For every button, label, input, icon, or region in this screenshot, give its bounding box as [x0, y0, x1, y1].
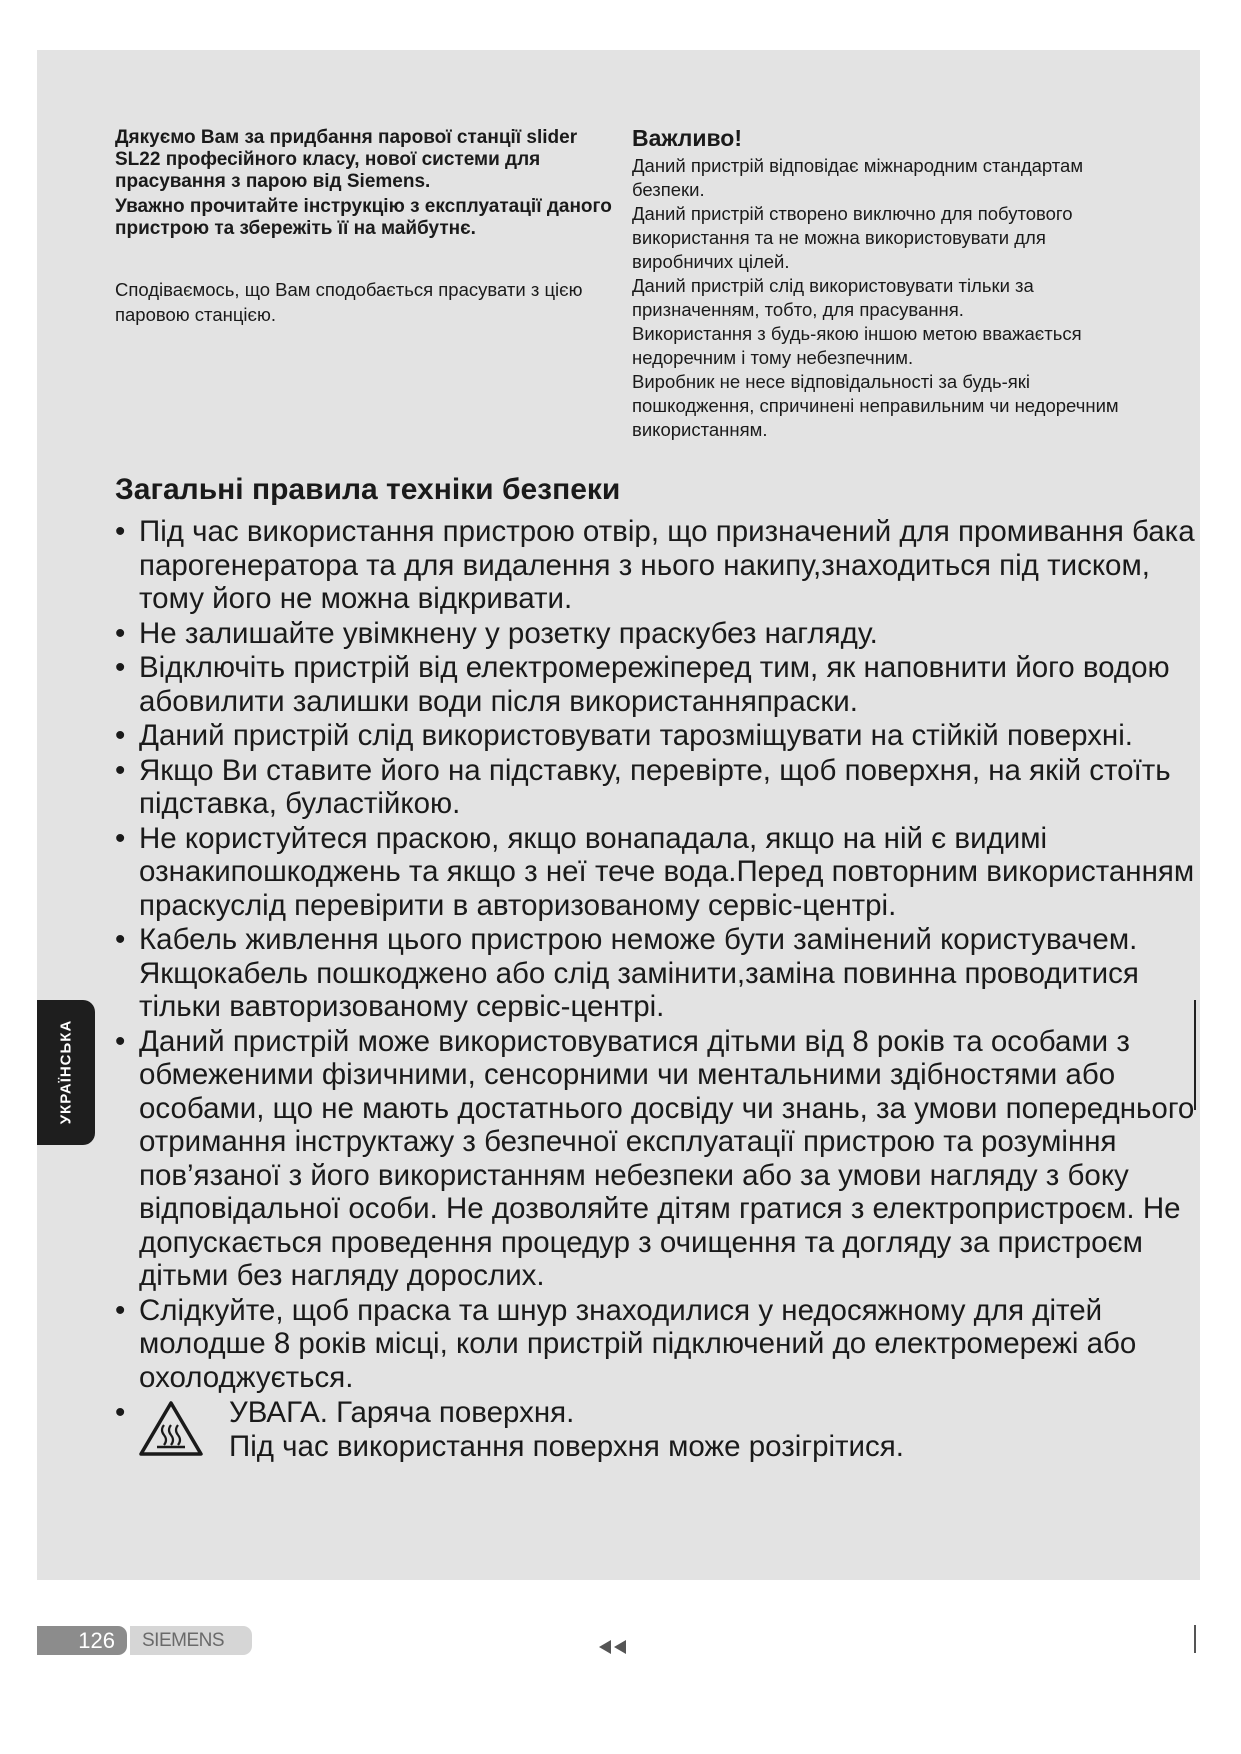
safety-rule-text: Даний пристрій слід використовувати тарозміщувати на стійкій поверхні.	[139, 719, 1133, 752]
double-chevron-left-icon[interactable]	[597, 1639, 629, 1655]
safety-rule-text: Слідкуйте, щоб праска та шнур знаходилися у недосяжному для дітей молодше 8 років місці, коли пристрій підключений до електромережі або охолоджується.	[139, 1293, 1137, 1394]
bullet: •	[115, 515, 126, 548]
warning-text	[139, 1396, 1205, 1463]
warning-title: УВАГА. Гаряча поверхня.	[229, 1396, 575, 1429]
safety-rule-text: Даний пристрій може використовуватися дітьми від 8 років та особами з обмеженими фізичними, сенсорними чи ментальними здібностями або особами, що не мають достатнього досвіду чи знань, за умови попереднього отримання інструктажу з безпечної експлуатації пристрою та розуміння пов’язаної з його використанням небезпеки або за умови нагляду з боку відповідальної особи. Не дозволяйте дітям гратися з електропристроєм. Не допускається проведення процедур з очищення та догляду за пристроєм дітьми без нагляду дорослих.	[139, 1024, 1195, 1292]
safety-rule-text: Не користуйтеся праскою, якщо вонападала, якщо на ній є видимі ознакипошкоджень та якщо з неї тече вода.Перед повторним використанням праскуслід перевірити в авторизованому сервіс-центрі.	[139, 821, 1195, 922]
brand-name: SIEMENS	[130, 1626, 252, 1655]
safety-rule	[115, 754, 1205, 821]
hot-surface-warning	[115, 1396, 1205, 1463]
bullet: •	[115, 923, 126, 956]
safety-rule	[115, 1025, 1205, 1293]
safety-rule	[115, 923, 1205, 1024]
safety-rule-text: Кабель живлення цього пристрою неможе бути замінений користувачем. Якщокабель пошкоджено або слід замінити,заміна повинна проводитися тільки вавторизованому сервіс-центрі.	[139, 923, 1139, 1023]
important-paragraph: Даний пристрій відповідає міжнародним стандартам безпеки.	[632, 155, 1084, 200]
bullet: •	[115, 753, 126, 787]
section-title: Загальні правила техніки безпеки	[115, 473, 621, 506]
page-number: 126	[37, 1626, 127, 1655]
safety-rule-text: Відключіть пристрій від електромережіперед тим, як наповнити його водою абовилити залишки води після використанняпраски.	[139, 651, 1170, 718]
language-tab-label: УКРАЇНСЬКА	[57, 1019, 75, 1125]
safety-rule	[115, 822, 1205, 923]
bullet: •	[115, 821, 126, 855]
bullet: •	[115, 1396, 126, 1429]
important-block	[632, 124, 1152, 442]
important-paragraph: Виробник не несе відповідальності за будь-які пошкодження, спричинені неправильним чи недоречним використанням.	[632, 371, 1119, 440]
safety-rules-list	[115, 515, 1205, 1463]
hot-surface-icon	[138, 1400, 204, 1458]
intro-read-instructions: Уважно прочитайте інструкцію з експлуатації даного пристрою та збережіть її на майбутнє.	[115, 196, 612, 239]
safety-rule	[115, 719, 1205, 753]
language-tab	[37, 1000, 95, 1145]
safety-rule	[115, 651, 1205, 718]
important-paragraph: Використання з будь-якою іншою метою вважається недоречним і тому небезпечним.	[632, 323, 1082, 368]
intro-thanks: Дякуємо Вам за придбання парової станції slider SL22 професійного класу, нової системи для прасування з парою від Siemens.	[115, 127, 578, 192]
intro-block	[115, 127, 625, 327]
important-heading: Важливо!	[632, 125, 743, 151]
bullet: •	[115, 1293, 126, 1327]
intro-wish: Сподіваємось, що Вам сподобається прасувати з цією паровою станцією.	[115, 279, 583, 325]
bullet: •	[115, 1024, 126, 1058]
right-edge-marker	[1194, 1000, 1196, 1110]
right-edge-marker	[1194, 1625, 1196, 1653]
safety-rule-text: Під час використання пристрою отвір, що призначений для промивання бака парогенератора та для видалення з нього накипу,знаходиться під тиском, тому його не можна відкривати.	[139, 515, 1195, 615]
important-paragraph: Даний пристрій створено виключно для побутового використання та не можна використовувати для виробничих цілей.	[632, 203, 1073, 272]
safety-rule-text: Не залишайте увімкнену у розетку праскубез нагляду.	[139, 616, 878, 650]
important-paragraph: Даний пристрій слід використовувати тільки за призначенням, тобто, для прасування.	[632, 275, 1034, 320]
safety-rule	[115, 617, 1205, 651]
bullet: •	[115, 616, 126, 650]
warning-detail: Під час використання поверхня може розігрітися.	[229, 1429, 904, 1463]
safety-rule	[115, 515, 1205, 616]
bullet: •	[115, 651, 126, 684]
safety-rule-text: Якщо Ви ставите його на підставку, перевірте, щоб поверхня, на якій стоїть підставка, буластійкою.	[139, 753, 1171, 820]
safety-rule	[115, 1294, 1205, 1395]
bullet: •	[115, 719, 126, 752]
